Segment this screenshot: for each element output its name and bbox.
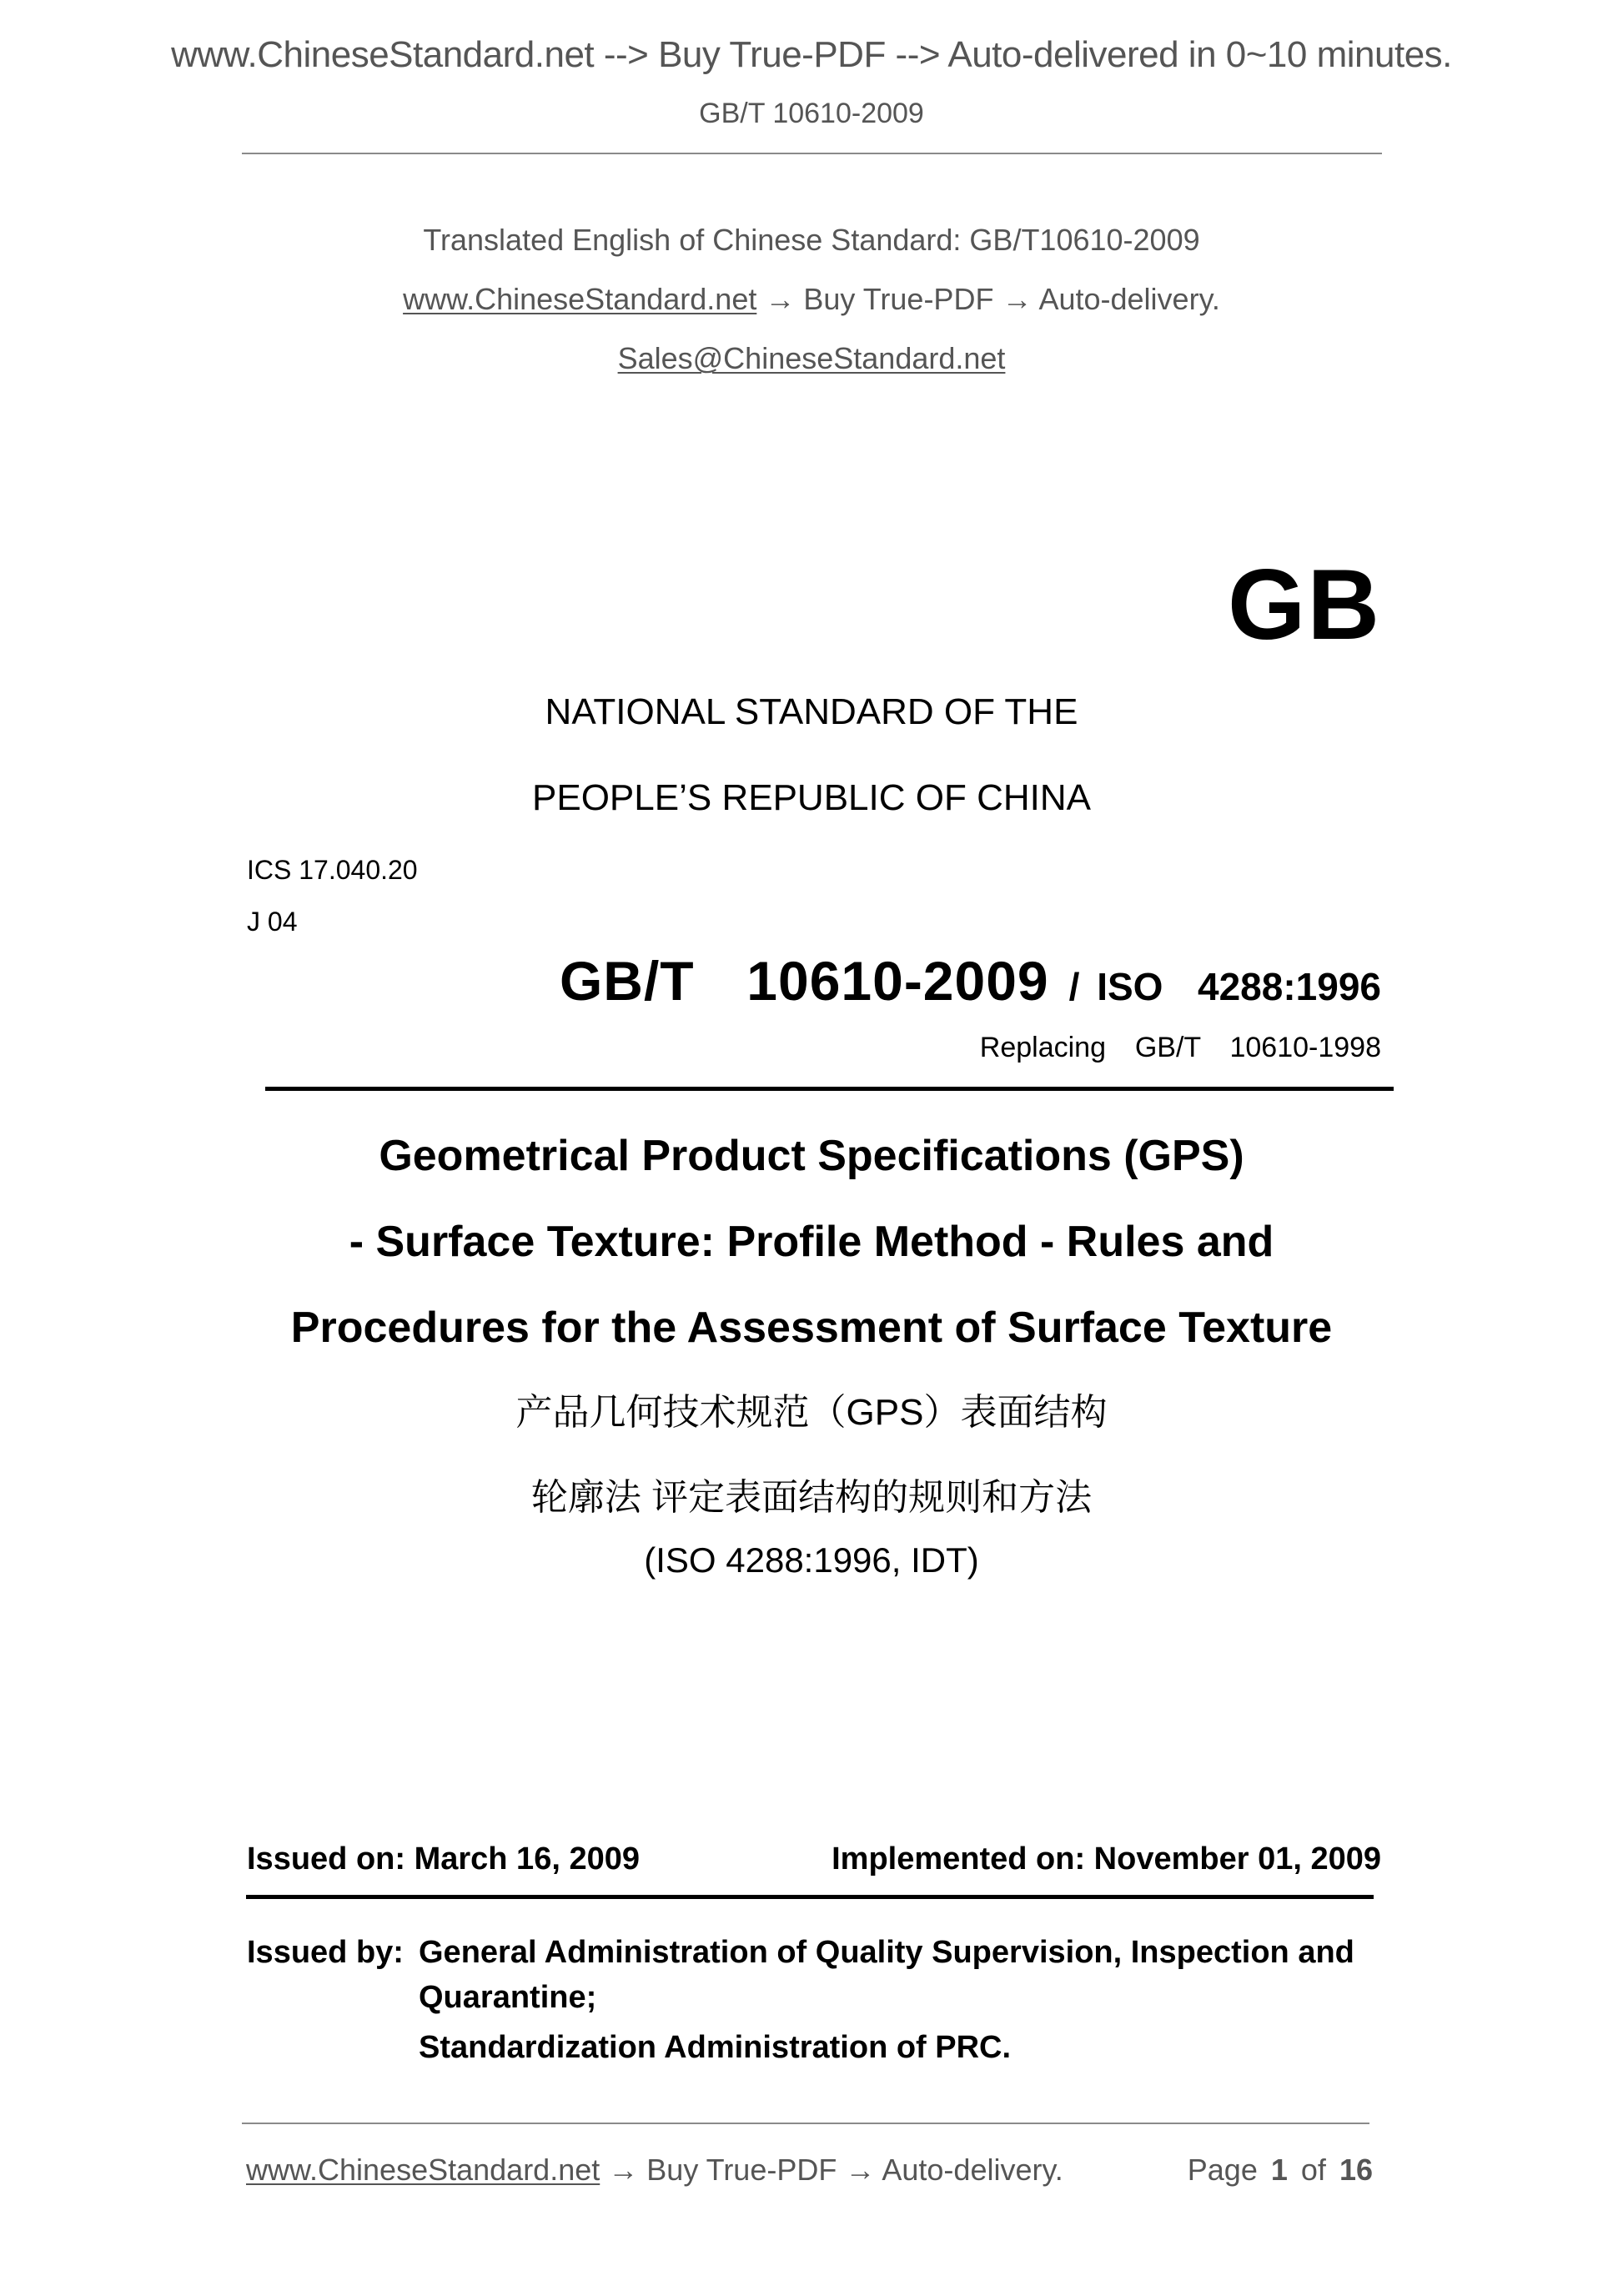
arrow-right-icon: → <box>608 2153 639 2187</box>
issuer-line3: Standardization Administration of PRC. <box>419 2030 1012 2065</box>
iso-equivalent: / ISO 4288:1996 <box>1068 965 1381 1008</box>
standard-number <box>560 949 1381 1012</box>
title-en-line3: Procedures for the Assessment of Surface Texture <box>290 1304 1333 1352</box>
page-label: Page <box>1187 2153 1258 2187</box>
national-standard-line2: PEOPLE’S REPUBLIC OF CHINA <box>532 777 1091 818</box>
issuer-line2: Quarantine; <box>419 1980 597 2015</box>
buy-text: Buy True-PDF <box>803 282 994 316</box>
arrow-right-icon: → <box>765 282 796 316</box>
translated-label: Translated English of Chinese Standard: GB/T10610-2009 <box>423 223 1200 257</box>
national-standard-line1: NATIONAL STANDARD OF THE <box>545 691 1078 732</box>
ics-code: ICS 17.040.20 <box>247 855 418 885</box>
footer-delivery-text: Auto-delivery. <box>882 2153 1063 2187</box>
dates-divider <box>246 1895 1374 1899</box>
title-divider <box>265 1087 1394 1091</box>
site-link[interactable]: www.ChineseStandard.net <box>403 282 757 316</box>
issued-on: Issued on: March 16, 2009 <box>247 1841 640 1876</box>
delivery-text: Auto-delivery. <box>1038 282 1220 316</box>
standard-number-main: GB/T 10610-2009 <box>559 950 1049 1012</box>
replacing-standard: Replacing GB/T 10610-1998 <box>979 1032 1381 1063</box>
footer-link-line <box>246 2152 1063 2188</box>
title-en-line1: Geometrical Product Specifications (GPS) <box>379 1132 1244 1180</box>
issued-by-label: Issued by: <box>247 1935 404 1970</box>
header-doc-code: GB/T 10610-2009 <box>699 98 924 129</box>
arrow-right-icon: → <box>1002 282 1033 316</box>
issuer-line1: General Administration of Quality Supervision, Inspection and <box>419 1935 1354 1970</box>
title-cn-line2: 轮廓法 评定表面结构的规则和方法 <box>530 1477 1093 1518</box>
title-en-line2: - Surface Texture: Profile Method - Rules and <box>349 1218 1274 1266</box>
page-indicator <box>1188 2152 1373 2188</box>
title-cn-line1: 产品几何技术规范（GPS）表面结构 <box>515 1392 1108 1433</box>
top-banner: www.ChineseStandard.net --> Buy True-PDF --> Auto-delivered in 0~10 minutes. <box>171 34 1452 75</box>
sales-email-link[interactable]: Sales@ChineseStandard.net <box>617 341 1006 375</box>
page-of: of <box>1300 2153 1326 2187</box>
page-total: 16 <box>1339 2153 1373 2187</box>
sales-line <box>0 340 1623 377</box>
intro-link-line <box>0 281 1623 318</box>
implemented-on: Implemented on: November 01, 2009 <box>832 1841 1381 1876</box>
iso-idt: (ISO 4288:1996, IDT) <box>644 1540 979 1580</box>
gb-mark: GB <box>1228 549 1381 661</box>
page-current: 1 <box>1270 2153 1288 2187</box>
ccs-code: J 04 <box>247 907 298 937</box>
footer-divider <box>242 2123 1369 2124</box>
header-divider <box>242 153 1382 154</box>
arrow-right-icon: → <box>845 2153 876 2187</box>
footer-buy-text: Buy True-PDF <box>646 2153 837 2187</box>
footer-site-link[interactable]: www.ChineseStandard.net <box>246 2153 600 2187</box>
